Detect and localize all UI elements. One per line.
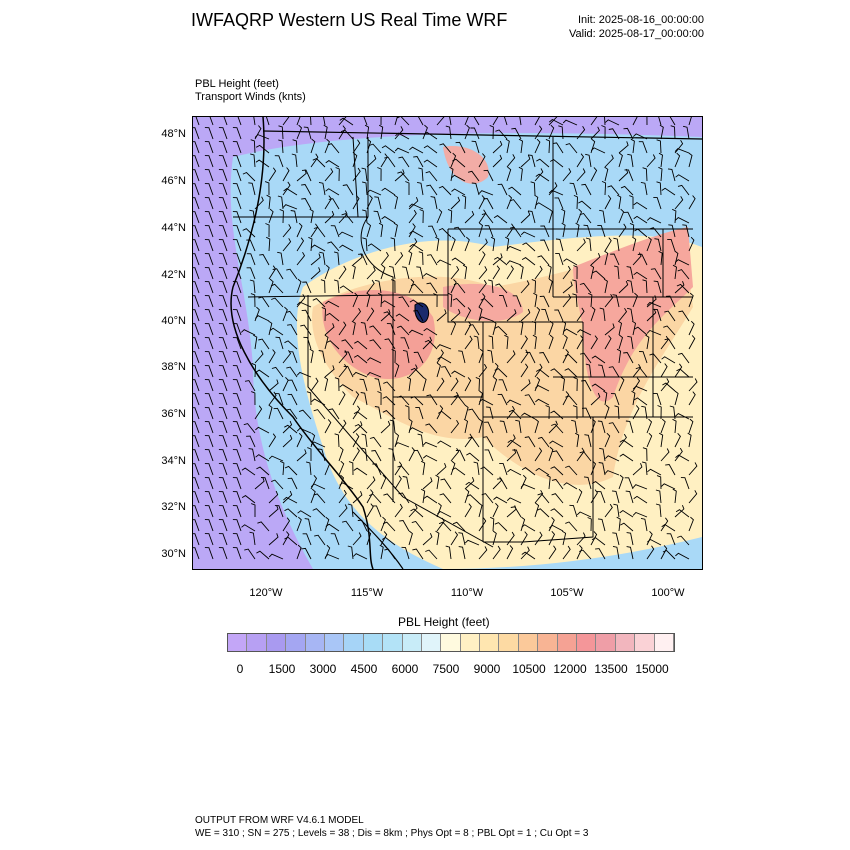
lat-label: 38°N: [161, 361, 186, 373]
colorbar: [227, 633, 675, 652]
colorbar-cell: [325, 634, 344, 651]
colorbar-label: 7500: [432, 662, 460, 676]
colorbar-cell: [596, 634, 615, 651]
colorbar-cell: [480, 634, 499, 651]
lat-label: 40°N: [161, 315, 186, 327]
colorbar-cell: [403, 634, 422, 651]
colorbar-cell: [286, 634, 305, 651]
colorbar-label: 13500: [594, 662, 628, 676]
pbl-height-map: [193, 117, 702, 569]
init-time: Init: 2025-08-16_00:00:00: [578, 14, 704, 26]
colorbar-cell: [558, 634, 577, 651]
map-panel: [192, 116, 703, 570]
colorbar-cell: [364, 634, 383, 651]
lat-label: 34°N: [161, 455, 186, 467]
colorbar-label: 12000: [553, 662, 587, 676]
colorbar-cell: [538, 634, 557, 651]
colorbar-cell: [577, 634, 596, 651]
valid-time: Valid: 2025-08-17_00:00:00: [569, 28, 704, 40]
colorbar-cell: [344, 634, 363, 651]
colorbar-cell: [635, 634, 654, 651]
colorbar-label: 0: [236, 662, 244, 676]
lat-label: 42°N: [161, 269, 186, 281]
colorbar-cell: [228, 634, 247, 651]
colorbar-label: 4500: [350, 662, 378, 676]
colorbar-cell: [519, 634, 538, 651]
colorbar-cell: [499, 634, 518, 651]
lon-label: 115°W: [350, 587, 384, 599]
lat-label: 48°N: [161, 128, 186, 140]
lon-label: 100°W: [651, 587, 685, 599]
colorbar-cell: [422, 634, 441, 651]
colorbar-cell: [655, 634, 674, 651]
colorbar-cell: [461, 634, 480, 651]
colorbar-label: 6000: [391, 662, 419, 676]
lat-label: 36°N: [161, 408, 186, 420]
lat-label: 44°N: [161, 222, 186, 234]
lat-label: 46°N: [161, 175, 186, 187]
lon-label: 110°W: [450, 587, 484, 599]
footer-run-config: WE = 310 ; SN = 275 ; Levels = 38 ; Dis = 8km ; Phys Opt = 8 ; PBL Opt = 1 ; Cu Opt = 3: [195, 828, 589, 839]
colorbar-cell: [267, 634, 286, 651]
colorbar-cell: [383, 634, 402, 651]
colorbar-cell: [441, 634, 460, 651]
chart-title: IWFAQRP Western US Real Time WRF: [191, 10, 508, 30]
colorbar-label: 1500: [268, 662, 296, 676]
colorbar-cell: [306, 634, 325, 651]
lat-label: 30°N: [161, 548, 186, 560]
colorbar-label: 15000: [635, 662, 669, 676]
footer-model-info: OUTPUT FROM WRF V4.6.1 MODEL: [195, 815, 364, 826]
colorbar-label: 3000: [309, 662, 337, 676]
colorbar-cell: [247, 634, 266, 651]
latitude-axis: [110, 116, 186, 568]
lat-label: 32°N: [161, 501, 186, 513]
colorbar-label: 9000: [473, 662, 501, 676]
colorbar-title: PBL Height (feet): [398, 615, 490, 629]
lon-label: 105°W: [550, 587, 584, 599]
lon-label: 120°W: [249, 587, 283, 599]
colorbar-label: 10500: [512, 662, 546, 676]
field-label-pbl: PBL Height (feet): [195, 78, 279, 90]
colorbar-cell: [616, 634, 635, 651]
field-label-winds: Transport Winds (knts): [195, 91, 306, 103]
